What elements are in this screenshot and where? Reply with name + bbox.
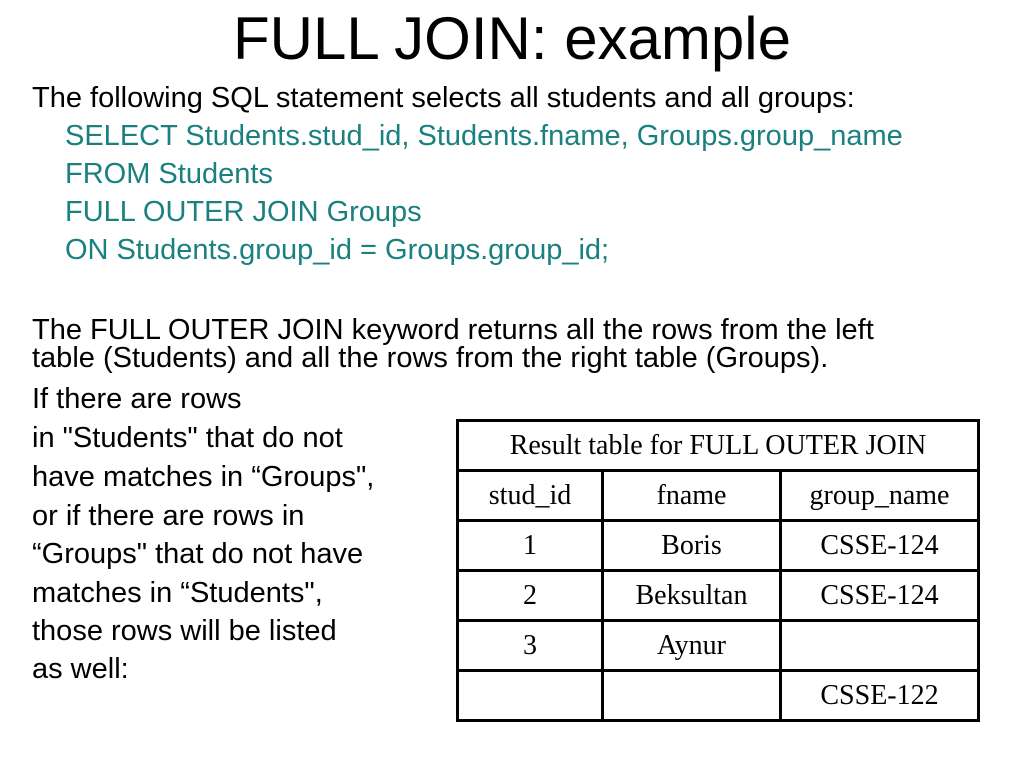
- result-table: [456, 419, 980, 722]
- intro-text: The following SQL statement selects all students and all groups:: [32, 82, 855, 114]
- table-cell: CSSE-124: [781, 521, 979, 571]
- table-cell: CSSE-122: [781, 671, 979, 721]
- sql-line: ON Students.group_id = Groups.group_id;: [65, 234, 610, 266]
- table-row: [458, 671, 979, 721]
- table-row: [458, 571, 979, 621]
- note-line: those rows will be listed: [32, 615, 337, 647]
- table-row: [458, 521, 979, 571]
- header-cell: fname: [603, 471, 781, 521]
- note-line: “Groups" that do not have: [32, 538, 364, 570]
- explanation-line: table (Students) and all the rows from the right table (Groups).: [32, 342, 829, 374]
- table-cell: 1: [458, 521, 603, 571]
- table-cell: Aynur: [603, 621, 781, 671]
- note-line: If there are rows: [32, 383, 242, 415]
- table-cell: [458, 671, 603, 721]
- table-cell: [603, 671, 781, 721]
- table-cell: 3: [458, 621, 603, 671]
- sql-line: FROM Students: [65, 158, 273, 190]
- sql-line: FULL OUTER JOIN Groups: [65, 196, 422, 228]
- table-cell: [781, 621, 979, 671]
- table-cell: Boris: [603, 521, 781, 571]
- table-caption: Result table for FULL OUTER JOIN: [458, 421, 979, 471]
- note-line: have matches in “Groups",: [32, 461, 375, 493]
- table-row: [458, 621, 979, 671]
- note-line: in "Students" that do not: [32, 422, 343, 454]
- sql-line: SELECT Students.stud_id, Students.fname, Groups.group_name: [65, 120, 903, 152]
- table-header-row: [458, 471, 979, 521]
- table-cell: 2: [458, 571, 603, 621]
- note-line: matches in “Students",: [32, 577, 323, 609]
- note-line: or if there are rows in: [32, 500, 305, 532]
- note-line: as well:: [32, 653, 129, 685]
- header-cell: stud_id: [458, 471, 603, 521]
- slide-title: FULL JOIN: example: [233, 5, 791, 72]
- explanation-line: The FULL OUTER JOIN keyword returns all the rows from the left: [32, 314, 874, 346]
- header-cell: group_name: [781, 471, 979, 521]
- table-cell: CSSE-124: [781, 571, 979, 621]
- table-cell: Beksultan: [603, 571, 781, 621]
